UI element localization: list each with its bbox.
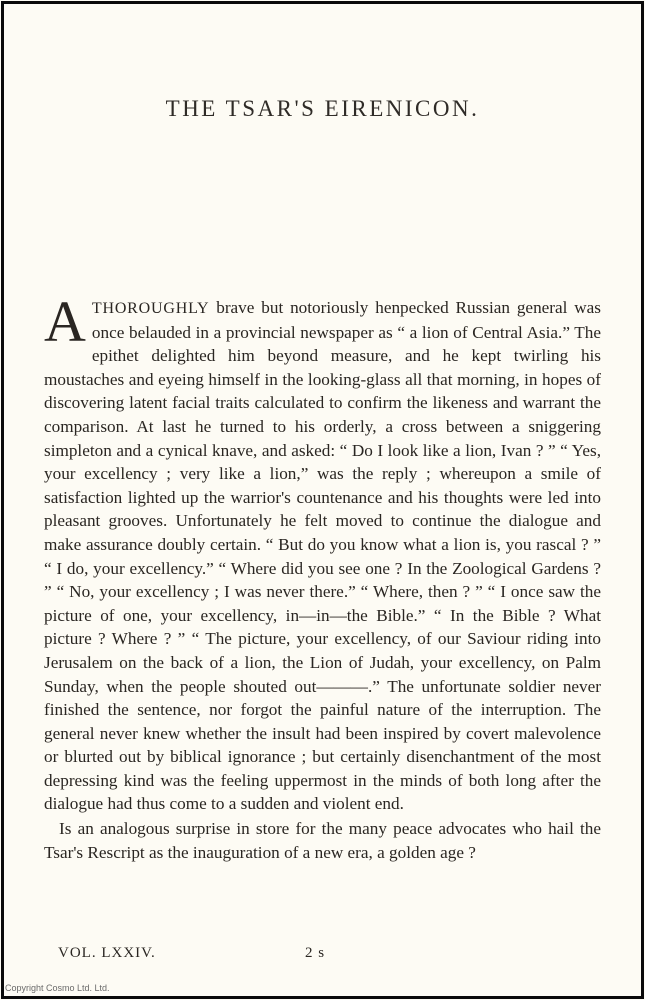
- paragraph-2: Is an analogous surprise in store for the many peace advocates who hail the Tsar's Rescript as the inauguration of a new era, a golden age ?: [44, 819, 601, 862]
- copyright-notice: Copyright Cosmo Ltd. Ltd.: [5, 983, 110, 993]
- volume-number: VOL. LXXIV.: [58, 945, 156, 961]
- article-title: THE TSAR'S EIRENICON.: [165, 96, 480, 121]
- paragraph-1: [44, 289, 601, 816]
- drop-cap: A: [44, 289, 86, 354]
- opening-small-caps: THOROUGHLY: [91, 300, 210, 317]
- article-body: [44, 289, 601, 864]
- paragraph-1-text: brave but notoriously henpecked Russian general was once belauded in a provincial newspaper as “ a lion of Central Asia.” The epithet delighted him beyond measure, and he kept twirling his moustaches and eyeing himself in the looking-glass all that morning, in hopes of discovering latent facial traits calculated to confirm the likeness and warrant the comparison. At last he turned to his orderly, a cross between a sniggering simpleton and a cynical knave, and asked: “ Do I look like a lion, Ivan ? ” “ Yes, your excellency ; very like a lion,” was the reply ; whereupon a smile of satisfaction lighted up the warrior's countenance and his thoughts were led into pleasant grooves. Unfortunately he felt moved to continue the dialogue and make assurance doubly certain. “ But do you know what a lion is, you rascal ? ” “ I do, your excellency.” “ Where did you see one ? In the Zoological Gardens ? ” “ No, your excellency ; I was never there.” “ Where, then ? ” “ I once saw the picture of one, your excellency, in—in—the Bible.” “ In the Bible ? What picture ? Where ? ” “ The picture, your excellency, of our Saviour riding into Jerusalem on the back of a lion, the Lion of Judah, your excellency, on Palm Sunday, when the people shouted out———.” The unfortunate soldier never finished the sentence, nor forgot the painful nature of the interruption. The general never knew whether the insult had been inspired by covert malevolence or blurted out by biblical ignorance ; but certainly disenchantment of the most depressing kind was the feeling uppermost in the minds of both long after the dialogue had thus come to a sudden and violent end.: [44, 298, 601, 814]
- signature-mark: 2 s: [305, 945, 326, 961]
- page-footer: [0, 945, 645, 967]
